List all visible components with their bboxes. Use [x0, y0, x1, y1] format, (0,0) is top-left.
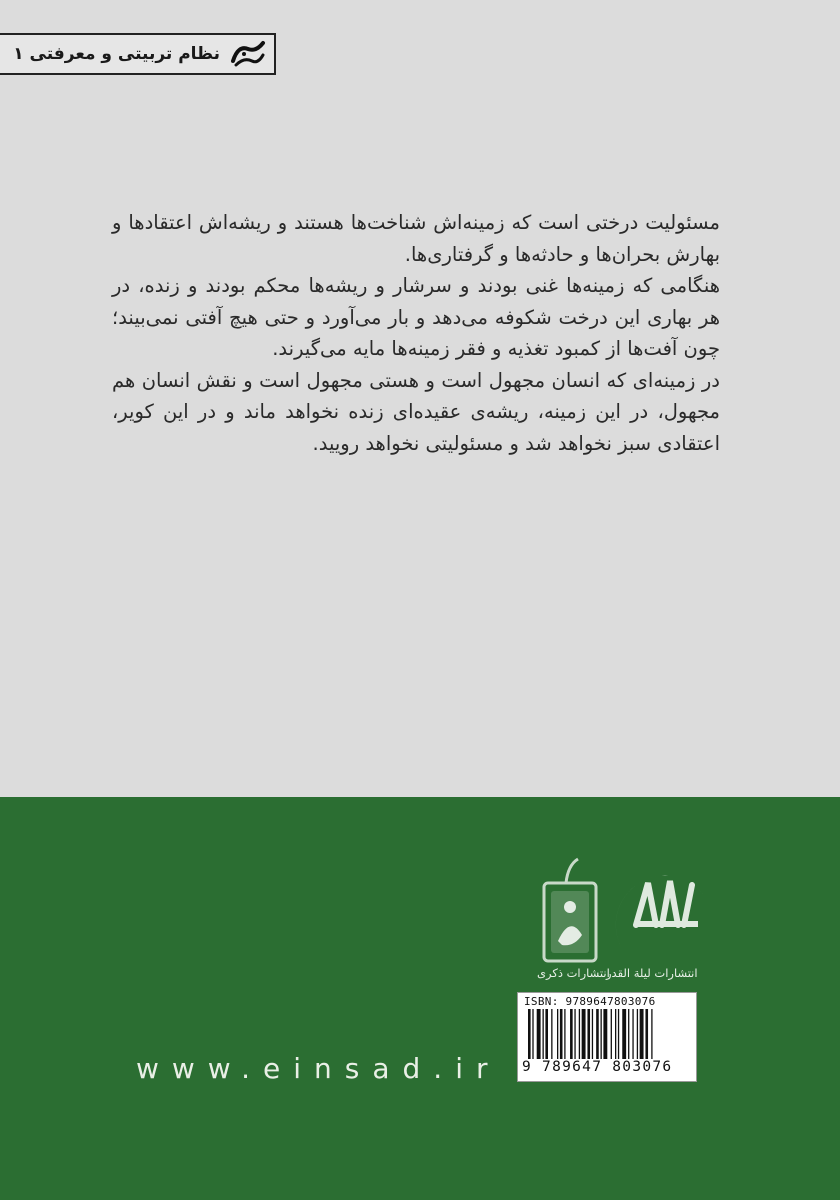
website-url: www.einsad.ir [136, 1052, 501, 1085]
publisher-label-laylat-alqadr: انتشارات لیلة القدر [606, 966, 698, 980]
paragraph-2: هنگامی که زمینه‌ها غنی بودند و سرشار و ریشه‌ها محکم بودند و زنده، در هر بهاری این درخت شکوفه می‌دهد و بار می‌آورد و حتی هیچ آفتی نمی‌بیند؛ چون آفت‌ها از کمبود تغذیه و فقر زمینه‌ها مایه می‌گیرند. [112, 274, 720, 360]
paragraph-3: در زمینه‌ای که انسان مجهول است و هستی مجهول است و نقش انسان هم مجهول، در این زمینه، ریشه‌ی عقیده‌ای زنده نخواهد ماند و در این کویر، اعتقادی سبز نخواهد شد و مسئولیتی نخواهد رویید. [112, 368, 720, 455]
back-cover-text [112, 207, 720, 459]
series-label-box [0, 33, 276, 75]
laylat-alqadr-publisher-logo-icon [616, 876, 704, 955]
isbn-label: ISBN: 9789647803076 [524, 995, 656, 1008]
series-title: نظام تربیتی و معرفتی ۱ [13, 44, 220, 64]
isbn-barcode [517, 992, 697, 1082]
cover-bottom-area [0, 797, 840, 1200]
paragraph-1: مسئولیت درختی است که زمینه‌اش شناخت‌ها هستند و ریشه‌اش اعتقادها و بهارش بحران‌ها و حادثه‌ها و گرفتاری‌ها. [112, 211, 720, 266]
calligraphy-logo-icon [230, 39, 266, 69]
zekri-publisher-logo-icon [544, 859, 596, 961]
publisher-label-zekri: انتشارات ذکری [537, 966, 610, 980]
isbn-number: 9 789647 803076 [522, 1059, 673, 1075]
